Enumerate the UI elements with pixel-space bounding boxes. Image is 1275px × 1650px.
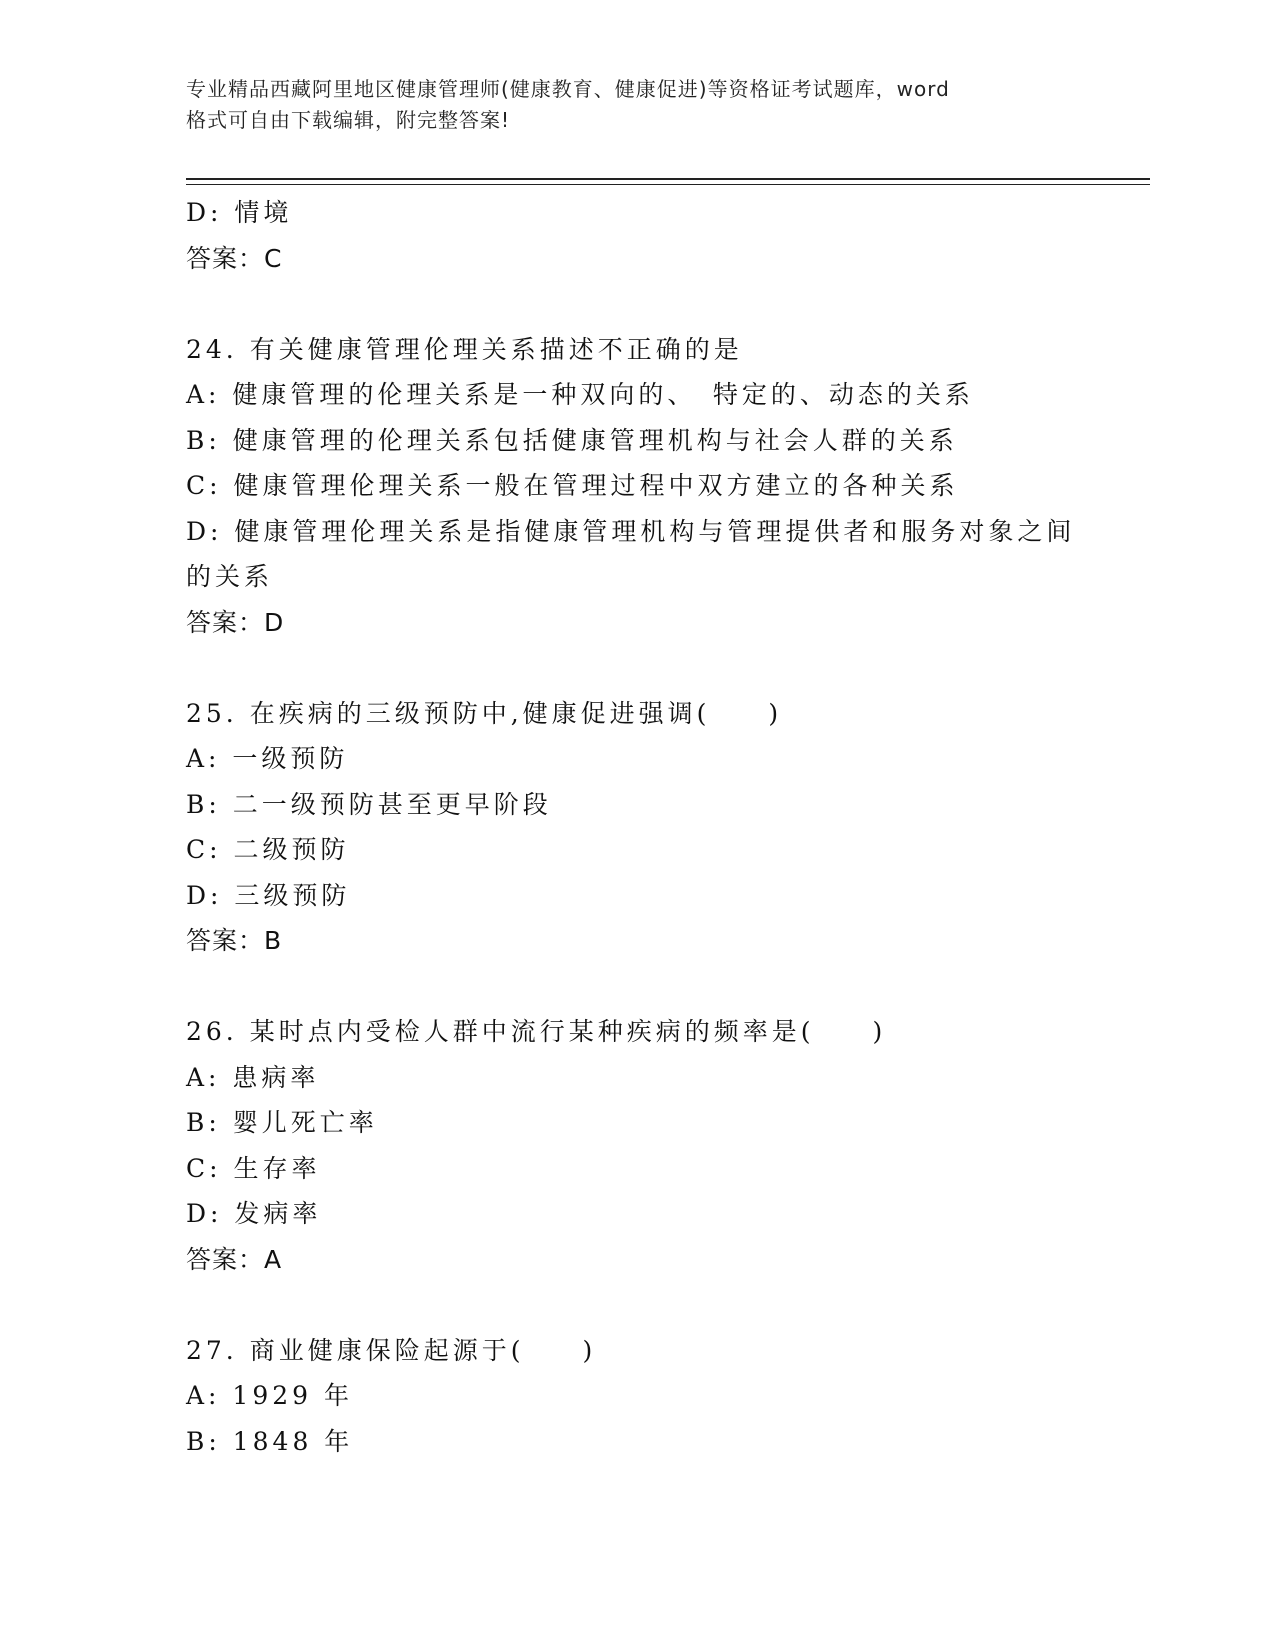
question-stem: 24. 有关健康管理伦理关系描述不正确的是 (186, 334, 743, 364)
question-stem: 26. 某时点内受检人群中流行某种疾病的频率是( ) (186, 1017, 887, 1046)
header-line-2: 格式可自由下载编辑，附完整答案! (186, 108, 511, 132)
option-c: C: 健康管理伦理关系一般在管理过程中双方建立的各种关系 (186, 471, 959, 500)
document-header (186, 74, 1086, 136)
option-d: D: 健康管理伦理关系是指健康管理机构与管理提供者和服务对象之间 (186, 516, 1076, 546)
header-divider-thick (186, 178, 1150, 180)
option-a: A: 一级预防 (186, 744, 349, 773)
option-b: B: 1848 年 (186, 1426, 354, 1456)
question-25 (186, 691, 1086, 964)
option-a: A: 患病率 (186, 1062, 320, 1092)
answer-line: 答案：D (186, 607, 285, 637)
option-d-continued: 的关系 (186, 562, 274, 591)
option-a: A: 健康管理的伦理关系是一种双向的、 特定的、动态的关系 (186, 380, 974, 409)
answer-line: 答案：C (186, 243, 283, 273)
answer-line: 答案：B (186, 926, 283, 955)
question-24 (186, 327, 1086, 646)
option-d: D: 三级预防 (186, 880, 351, 910)
option-c: C: 二级预防 (186, 835, 350, 864)
option-c: C: 生存率 (186, 1153, 321, 1183)
question-stem: 25. 在疾病的三级预防中,健康促进强调( ) (186, 698, 783, 728)
option-b: B: 婴儿死亡率 (186, 1108, 378, 1137)
question-27 (186, 1328, 1086, 1465)
header-divider-thin (186, 184, 1150, 185)
option-d: D: 发病率 (186, 1199, 322, 1228)
header-line-1: 专业精品西藏阿里地区健康管理师(健康教育、健康促进)等资格证考试题库，word (186, 77, 950, 101)
option-a: A: 1929 年 (186, 1381, 353, 1410)
question-stem: 27. 商业健康保险起源于( ) (186, 1335, 597, 1365)
option-b: B: 二一级预防甚至更早阶段 (186, 789, 552, 819)
option-d: D: 情境 (186, 198, 293, 227)
question-26 (186, 1009, 1086, 1282)
option-b: B: 健康管理的伦理关系包括健康管理机构与社会人群的关系 (186, 425, 958, 455)
answer-line: 答案：A (186, 1244, 283, 1274)
question-content (186, 190, 1086, 1464)
